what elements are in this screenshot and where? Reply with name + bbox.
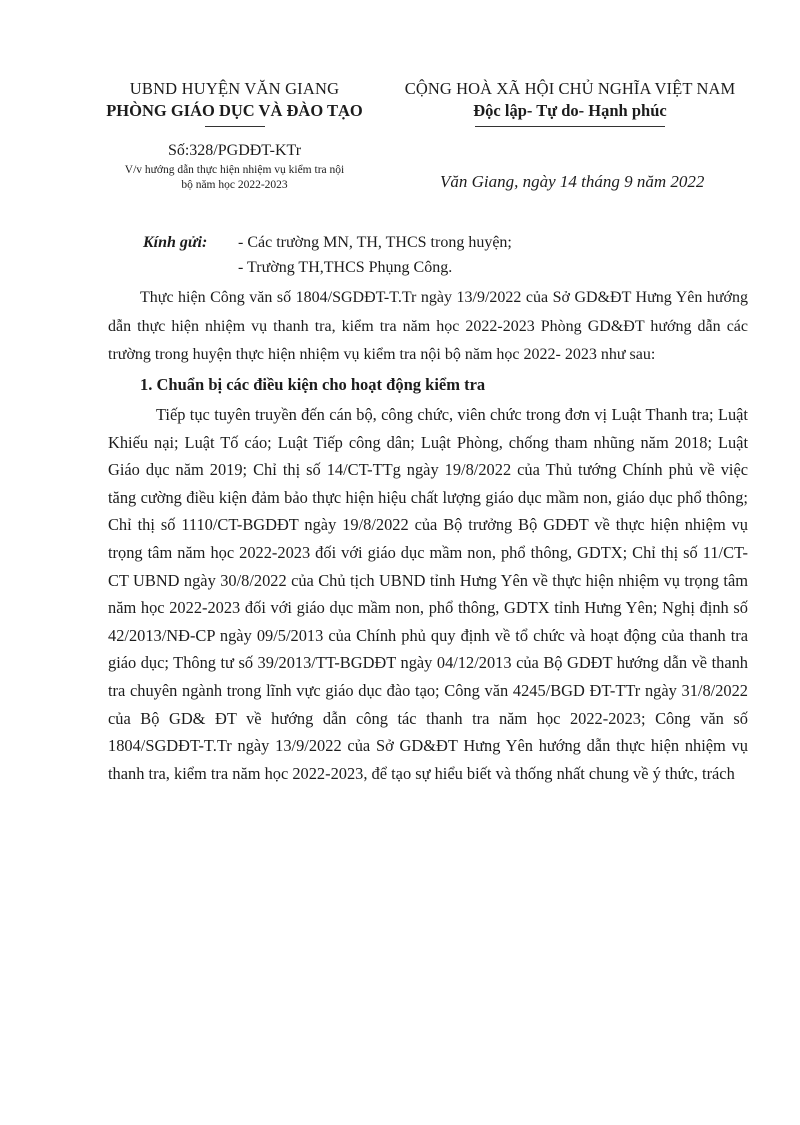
section-1-paragraph: Tiếp tục tuyên truyền đến cán bộ, công chức, viên chức trong đơn vị Luật Thanh tra; Luật Khiếu nại; Luật Tố cáo; Luật Tiếp công dân; Luật Phòng, chống tham nhũng năm 2018; Luật Giáo dục năm 2019; Chỉ thị số 14/CT-TTg ngày 19/8/2022 của Thủ tướng Chính phủ về việc tăng cường điều kiện đảm bảo thực hiện hiệu chất lượng giáo dục mầm non, giáo dục phổ thông; Chỉ thị số 1110/CT-BGDĐT ngày 19/8/2022 của Bộ trưởng Bộ GDĐT về thực hiện nhiệm vụ trọng tâm năm học 2022-2023 đối với giáo dục mầm non, phổ thông, GDTX; Chỉ thị số 11/CT-CT UBND ngày 30/8/2022 của Chủ tịch UBND tỉnh Hưng Yên về thực hiện nhiệm vụ trọng tâm năm học 2022-2023 đối với giáo dục mầm non, phổ thông, GDTX tỉnh Hưng Yên; Nghị định số 42/2013/NĐ-CP ngày 09/5/2013 của Chính phủ quy định về tổ chức và hoạt động của thanh tra giáo dục; Thông tư số 39/2013/TT-BGDĐT ngày 04/12/2013 của Bộ GDĐT hướng dẫn về thanh tra chuyên ngành trong lĩnh vực giáo dục đào tạo; Công văn 4245/BGD ĐT-TTr ngày 31/8/2022 của Bộ GD& ĐT về hướng dẫn công tác thanh tra năm học 2022-2023; Công văn số 1804/SGDĐT-T.Tr ngày 13/9/2022 của Sở GD&ĐT Hưng Yên hướng dẫn thực hiện nhiệm vụ thanh tra, kiểm tra năm học 2022-2023, để tạo sự hiểu biết và thống nhất chung về ý thức, trách	[108, 405, 748, 783]
nation-title: CỘNG HOÀ XÃ HỘI CHỦ NGHĨA VIỆT NAM	[404, 79, 736, 98]
intro-paragraph: Thực hiện Công văn số 1804/SGDĐT-T.Tr ngày 13/9/2022 của Sở GD&ĐT Hưng Yên hướng dẫn thực hiện nhiệm vụ thanh tra, kiểm tra năm học 2022-2023 Phòng GD&ĐT hướng dẫn các trường trong huyện thực hiện nhiệm vụ kiểm tra nội bộ năm học 2022- 2023 như sau:	[108, 289, 748, 363]
recipient-line-1: - Các trường MN, TH, THCS trong huyện;	[238, 234, 512, 251]
document-body	[108, 284, 748, 787]
national-heading	[390, 78, 750, 127]
recipients-block	[143, 230, 512, 280]
subject-line-2: bộ năm học 2022-2023	[181, 179, 288, 191]
issuer-parent-org: UBND HUYỆN VĂN GIANG	[129, 79, 340, 98]
section-1-heading: 1. Chuẩn bị các điều kiện cho hoạt động kiểm tra	[140, 374, 486, 394]
place-date: Văn Giang, ngày 14 tháng 9 năm 2022	[440, 172, 705, 191]
recipient-line-2: - Trường TH,THCS Phụng Công.	[238, 259, 453, 276]
motto: Độc lập- Tự do- Hạnh phúc	[473, 101, 667, 120]
issuer-underline	[205, 126, 265, 127]
document-number: Số:328/PGDĐT-KTr	[167, 142, 302, 159]
recipients-label: Kính gửi:	[143, 234, 208, 251]
subject-line-1: V/v hướng dẫn thực hiện nhiệm vụ kiểm tra nội	[124, 164, 345, 176]
issuer-block	[92, 78, 377, 193]
issuer-org: PHÒNG GIÁO DỤC VÀ ĐÀO TẠO	[106, 101, 363, 120]
motto-underline	[475, 126, 665, 127]
